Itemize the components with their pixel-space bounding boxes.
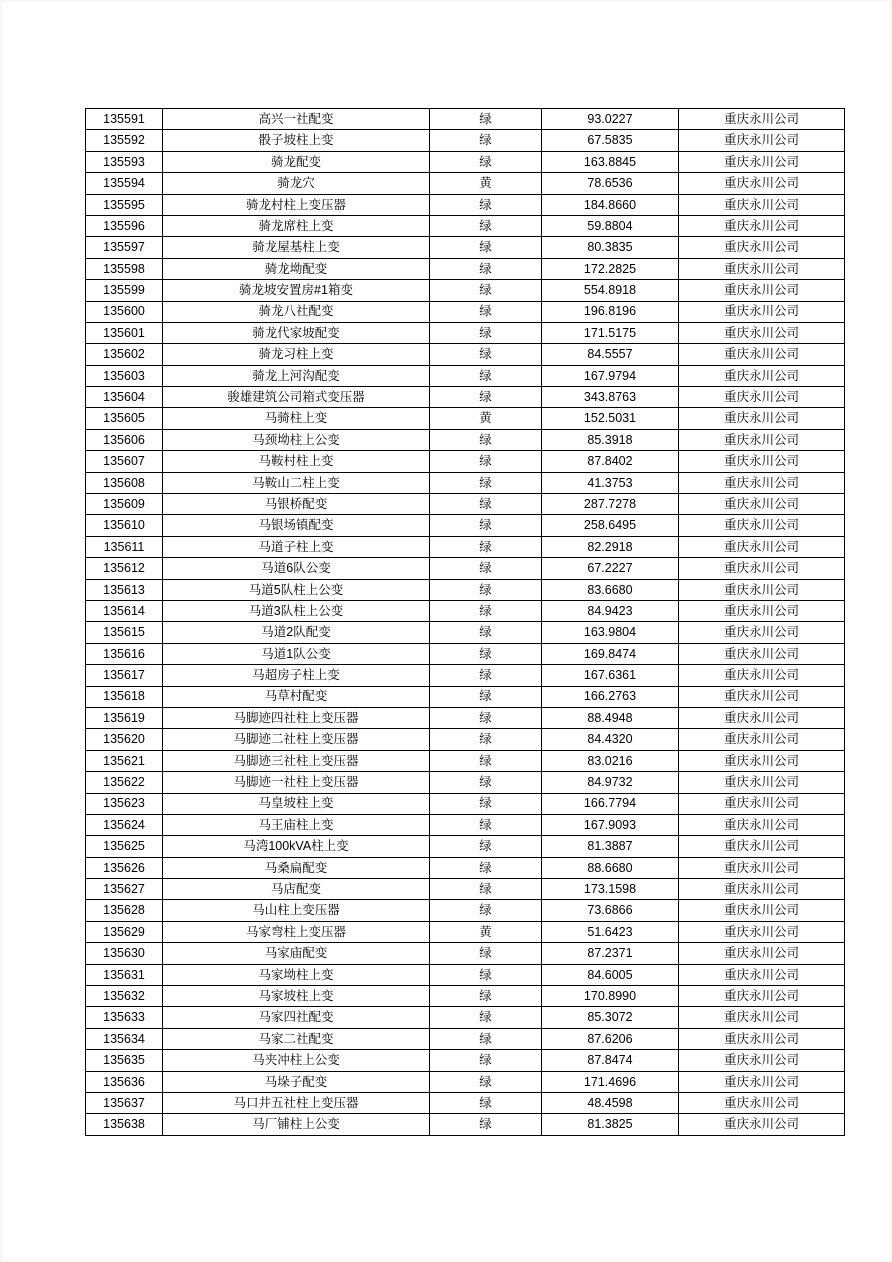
name-cell: 骑龙坳配变 <box>163 258 430 279</box>
value-cell: 167.9794 <box>542 365 679 386</box>
company-cell: 重庆永川公司 <box>679 622 845 643</box>
name-cell: 骑龙穴 <box>163 173 430 194</box>
row-id-cell: 135632 <box>86 986 163 1007</box>
table-row <box>86 622 845 643</box>
value-cell: 87.2371 <box>542 943 679 964</box>
color-cell: 绿 <box>430 258 542 279</box>
row-id-cell: 135625 <box>86 836 163 857</box>
name-cell: 骑龙习柱上变 <box>163 344 430 365</box>
value-cell: 167.9093 <box>542 814 679 835</box>
color-cell: 黄 <box>430 408 542 429</box>
color-cell: 绿 <box>430 301 542 322</box>
color-cell: 绿 <box>430 665 542 686</box>
table-row <box>86 579 845 600</box>
table-row <box>86 921 845 942</box>
name-cell: 马草村配变 <box>163 686 430 707</box>
row-id-cell: 135627 <box>86 879 163 900</box>
table-row <box>86 686 845 707</box>
company-cell: 重庆永川公司 <box>679 600 845 621</box>
value-cell: 67.2227 <box>542 558 679 579</box>
value-cell: 88.6680 <box>542 857 679 878</box>
table-row <box>86 600 845 621</box>
name-cell: 马垛子配变 <box>163 1071 430 1092</box>
name-cell: 马道子柱上变 <box>163 536 430 557</box>
color-cell: 绿 <box>430 793 542 814</box>
company-cell: 重庆永川公司 <box>679 173 845 194</box>
table-row <box>86 558 845 579</box>
color-cell: 绿 <box>430 515 542 536</box>
name-cell: 马脚迹二社柱上变压器 <box>163 729 430 750</box>
name-cell: 马道5队柱上公变 <box>163 579 430 600</box>
color-cell: 绿 <box>430 536 542 557</box>
name-cell: 马口井五社柱上变压器 <box>163 1092 430 1113</box>
name-cell: 马道3队柱上公变 <box>163 600 430 621</box>
row-id-cell: 135617 <box>86 665 163 686</box>
color-cell: 绿 <box>430 879 542 900</box>
company-cell: 重庆永川公司 <box>679 729 845 750</box>
value-cell: 166.2763 <box>542 686 679 707</box>
name-cell: 马颈坳柱上公变 <box>163 429 430 450</box>
company-cell: 重庆永川公司 <box>679 237 845 258</box>
color-cell: 绿 <box>430 1028 542 1049</box>
color-cell: 绿 <box>430 836 542 857</box>
color-cell: 绿 <box>430 772 542 793</box>
table-row <box>86 793 845 814</box>
row-id-cell: 135596 <box>86 215 163 236</box>
color-cell: 绿 <box>430 387 542 408</box>
company-cell: 重庆永川公司 <box>679 109 845 130</box>
row-id-cell: 135606 <box>86 429 163 450</box>
color-cell: 绿 <box>430 151 542 172</box>
color-cell: 绿 <box>430 109 542 130</box>
name-cell: 马骑柱上变 <box>163 408 430 429</box>
company-cell: 重庆永川公司 <box>679 750 845 771</box>
name-cell: 骑龙席柱上变 <box>163 215 430 236</box>
row-id-cell: 135602 <box>86 344 163 365</box>
row-id-cell: 135612 <box>86 558 163 579</box>
name-cell: 马鞍山二柱上变 <box>163 472 430 493</box>
value-cell: 171.4696 <box>542 1071 679 1092</box>
company-cell: 重庆永川公司 <box>679 814 845 835</box>
value-cell: 87.8402 <box>542 451 679 472</box>
table-row <box>86 1028 845 1049</box>
table-row <box>86 365 845 386</box>
row-id-cell: 135613 <box>86 579 163 600</box>
value-cell: 85.3072 <box>542 1007 679 1028</box>
company-cell: 重庆永川公司 <box>679 793 845 814</box>
value-cell: 84.9423 <box>542 600 679 621</box>
name-cell: 马道2队配变 <box>163 622 430 643</box>
name-cell: 马湾100kVA柱上变 <box>163 836 430 857</box>
color-cell: 绿 <box>430 643 542 664</box>
company-cell: 重庆永川公司 <box>679 836 845 857</box>
value-cell: 196.8196 <box>542 301 679 322</box>
row-id-cell: 135634 <box>86 1028 163 1049</box>
company-cell: 重庆永川公司 <box>679 900 845 921</box>
row-id-cell: 135633 <box>86 1007 163 1028</box>
company-cell: 重庆永川公司 <box>679 536 845 557</box>
color-cell: 绿 <box>430 1007 542 1028</box>
value-cell: 88.4948 <box>542 707 679 728</box>
company-cell: 重庆永川公司 <box>679 1092 845 1113</box>
company-cell: 重庆永川公司 <box>679 665 845 686</box>
company-cell: 重庆永川公司 <box>679 151 845 172</box>
table-row <box>86 879 845 900</box>
row-id-cell: 135604 <box>86 387 163 408</box>
row-id-cell: 135636 <box>86 1071 163 1092</box>
row-id-cell: 135615 <box>86 622 163 643</box>
company-cell: 重庆永川公司 <box>679 686 845 707</box>
table-row <box>86 900 845 921</box>
value-cell: 287.7278 <box>542 494 679 515</box>
value-cell: 48.4598 <box>542 1092 679 1113</box>
table-row <box>86 301 845 322</box>
table-row <box>86 130 845 151</box>
value-cell: 152.5031 <box>542 408 679 429</box>
table-row <box>86 536 845 557</box>
value-cell: 51.6423 <box>542 921 679 942</box>
table-row <box>86 986 845 1007</box>
color-cell: 黄 <box>430 173 542 194</box>
company-cell: 重庆永川公司 <box>679 943 845 964</box>
value-cell: 83.6680 <box>542 579 679 600</box>
company-cell: 重庆永川公司 <box>679 772 845 793</box>
name-cell: 马脚迹四社柱上变压器 <box>163 707 430 728</box>
color-cell: 绿 <box>430 344 542 365</box>
name-cell: 骑龙屋基柱上变 <box>163 237 430 258</box>
company-cell: 重庆永川公司 <box>679 921 845 942</box>
name-cell: 马银桥配变 <box>163 494 430 515</box>
value-cell: 167.6361 <box>542 665 679 686</box>
row-id-cell: 135608 <box>86 472 163 493</box>
color-cell: 绿 <box>430 451 542 472</box>
name-cell: 马王庙柱上变 <box>163 814 430 835</box>
company-cell: 重庆永川公司 <box>679 280 845 301</box>
table-row <box>86 1050 845 1071</box>
table-body <box>86 109 845 1136</box>
company-cell: 重庆永川公司 <box>679 964 845 985</box>
row-id-cell: 135618 <box>86 686 163 707</box>
table-row <box>86 408 845 429</box>
color-cell: 绿 <box>430 322 542 343</box>
table-row <box>86 857 845 878</box>
value-cell: 80.3835 <box>542 237 679 258</box>
row-id-cell: 135628 <box>86 900 163 921</box>
value-cell: 82.2918 <box>542 536 679 557</box>
table-row <box>86 1114 845 1135</box>
color-cell: 绿 <box>430 1071 542 1092</box>
company-cell: 重庆永川公司 <box>679 1007 845 1028</box>
value-cell: 258.6495 <box>542 515 679 536</box>
table-row <box>86 943 845 964</box>
table-row <box>86 472 845 493</box>
row-id-cell: 135609 <box>86 494 163 515</box>
table-row <box>86 814 845 835</box>
row-id-cell: 135607 <box>86 451 163 472</box>
company-cell: 重庆永川公司 <box>679 579 845 600</box>
color-cell: 绿 <box>430 215 542 236</box>
name-cell: 马夹冲柱上公变 <box>163 1050 430 1071</box>
value-cell: 184.8660 <box>542 194 679 215</box>
company-cell: 重庆永川公司 <box>679 879 845 900</box>
table-row <box>86 194 845 215</box>
row-id-cell: 135591 <box>86 109 163 130</box>
color-cell: 绿 <box>430 600 542 621</box>
company-cell: 重庆永川公司 <box>679 215 845 236</box>
company-cell: 重庆永川公司 <box>679 472 845 493</box>
transformer-table <box>85 108 845 1136</box>
table-row <box>86 494 845 515</box>
value-cell: 41.3753 <box>542 472 679 493</box>
table-row <box>86 707 845 728</box>
row-id-cell: 135638 <box>86 1114 163 1135</box>
company-cell: 重庆永川公司 <box>679 1028 845 1049</box>
value-cell: 87.6206 <box>542 1028 679 1049</box>
value-cell: 85.3918 <box>542 429 679 450</box>
name-cell: 马银场镇配变 <box>163 515 430 536</box>
value-cell: 163.9804 <box>542 622 679 643</box>
color-cell: 绿 <box>430 558 542 579</box>
table-row <box>86 109 845 130</box>
value-cell: 59.8804 <box>542 215 679 236</box>
name-cell: 骰子坡柱上变 <box>163 130 430 151</box>
value-cell: 83.0216 <box>542 750 679 771</box>
row-id-cell: 135614 <box>86 600 163 621</box>
company-cell: 重庆永川公司 <box>679 194 845 215</box>
color-cell: 绿 <box>430 986 542 1007</box>
table-row <box>86 772 845 793</box>
table-row <box>86 1071 845 1092</box>
color-cell: 绿 <box>430 365 542 386</box>
company-cell: 重庆永川公司 <box>679 857 845 878</box>
table-row <box>86 1092 845 1113</box>
row-id-cell: 135601 <box>86 322 163 343</box>
table-row <box>86 429 845 450</box>
value-cell: 343.8763 <box>542 387 679 408</box>
company-cell: 重庆永川公司 <box>679 1114 845 1135</box>
color-cell: 黄 <box>430 921 542 942</box>
company-cell: 重庆永川公司 <box>679 1050 845 1071</box>
table-row <box>86 836 845 857</box>
value-cell: 171.5175 <box>542 322 679 343</box>
name-cell: 马家弯柱上变压器 <box>163 921 430 942</box>
value-cell: 84.5557 <box>542 344 679 365</box>
color-cell: 绿 <box>430 857 542 878</box>
table-row <box>86 643 845 664</box>
row-id-cell: 135635 <box>86 1050 163 1071</box>
company-cell: 重庆永川公司 <box>679 429 845 450</box>
name-cell: 马超房子柱上变 <box>163 665 430 686</box>
color-cell: 绿 <box>430 579 542 600</box>
color-cell: 绿 <box>430 1092 542 1113</box>
row-id-cell: 135622 <box>86 772 163 793</box>
color-cell: 绿 <box>430 900 542 921</box>
color-cell: 绿 <box>430 429 542 450</box>
company-cell: 重庆永川公司 <box>679 387 845 408</box>
company-cell: 重庆永川公司 <box>679 558 845 579</box>
value-cell: 554.8918 <box>542 280 679 301</box>
name-cell: 马道1队公变 <box>163 643 430 664</box>
value-cell: 84.9732 <box>542 772 679 793</box>
company-cell: 重庆永川公司 <box>679 408 845 429</box>
row-id-cell: 135630 <box>86 943 163 964</box>
name-cell: 马家四社配变 <box>163 1007 430 1028</box>
row-id-cell: 135600 <box>86 301 163 322</box>
company-cell: 重庆永川公司 <box>679 986 845 1007</box>
name-cell: 马家坡柱上变 <box>163 986 430 1007</box>
table-row <box>86 729 845 750</box>
value-cell: 67.5835 <box>542 130 679 151</box>
name-cell: 马脚迹三社柱上变压器 <box>163 750 430 771</box>
row-id-cell: 135621 <box>86 750 163 771</box>
row-id-cell: 135616 <box>86 643 163 664</box>
table-row <box>86 964 845 985</box>
company-cell: 重庆永川公司 <box>679 494 845 515</box>
table-row <box>86 344 845 365</box>
company-cell: 重庆永川公司 <box>679 130 845 151</box>
name-cell: 高兴一社配变 <box>163 109 430 130</box>
value-cell: 163.8845 <box>542 151 679 172</box>
row-id-cell: 135629 <box>86 921 163 942</box>
table-row <box>86 173 845 194</box>
row-id-cell: 135603 <box>86 365 163 386</box>
color-cell: 绿 <box>430 237 542 258</box>
company-cell: 重庆永川公司 <box>679 515 845 536</box>
document-page <box>2 2 890 1260</box>
value-cell: 84.4320 <box>542 729 679 750</box>
table-row <box>86 387 845 408</box>
value-cell: 169.8474 <box>542 643 679 664</box>
color-cell: 绿 <box>430 130 542 151</box>
row-id-cell: 135597 <box>86 237 163 258</box>
row-id-cell: 135610 <box>86 515 163 536</box>
value-cell: 87.8474 <box>542 1050 679 1071</box>
value-cell: 173.1598 <box>542 879 679 900</box>
row-id-cell: 135619 <box>86 707 163 728</box>
row-id-cell: 135624 <box>86 814 163 835</box>
name-cell: 马家庙配变 <box>163 943 430 964</box>
table-row <box>86 280 845 301</box>
row-id-cell: 135598 <box>86 258 163 279</box>
value-cell: 166.7794 <box>542 793 679 814</box>
row-id-cell: 135631 <box>86 964 163 985</box>
name-cell: 马家二社配变 <box>163 1028 430 1049</box>
color-cell: 绿 <box>430 194 542 215</box>
company-cell: 重庆永川公司 <box>679 643 845 664</box>
name-cell: 马家坳柱上变 <box>163 964 430 985</box>
row-id-cell: 135620 <box>86 729 163 750</box>
company-cell: 重庆永川公司 <box>679 258 845 279</box>
name-cell: 马脚迹一社柱上变压器 <box>163 772 430 793</box>
row-id-cell: 135592 <box>86 130 163 151</box>
name-cell: 骑龙八社配变 <box>163 301 430 322</box>
name-cell: 马皇坡柱上变 <box>163 793 430 814</box>
name-cell: 骑龙配变 <box>163 151 430 172</box>
row-id-cell: 135599 <box>86 280 163 301</box>
row-id-cell: 135637 <box>86 1092 163 1113</box>
company-cell: 重庆永川公司 <box>679 451 845 472</box>
color-cell: 绿 <box>430 686 542 707</box>
row-id-cell: 135594 <box>86 173 163 194</box>
color-cell: 绿 <box>430 280 542 301</box>
color-cell: 绿 <box>430 1114 542 1135</box>
name-cell: 马店配变 <box>163 879 430 900</box>
name-cell: 骑龙村柱上变压器 <box>163 194 430 215</box>
color-cell: 绿 <box>430 707 542 728</box>
value-cell: 84.6005 <box>542 964 679 985</box>
color-cell: 绿 <box>430 729 542 750</box>
company-cell: 重庆永川公司 <box>679 365 845 386</box>
color-cell: 绿 <box>430 964 542 985</box>
value-cell: 81.3825 <box>542 1114 679 1135</box>
name-cell: 马道6队公变 <box>163 558 430 579</box>
name-cell: 骑龙代家坡配变 <box>163 322 430 343</box>
color-cell: 绿 <box>430 472 542 493</box>
row-id-cell: 135611 <box>86 536 163 557</box>
value-cell: 170.8990 <box>542 986 679 1007</box>
name-cell: 马鞍村柱上变 <box>163 451 430 472</box>
row-id-cell: 135623 <box>86 793 163 814</box>
name-cell: 马山柱上变压器 <box>163 900 430 921</box>
color-cell: 绿 <box>430 814 542 835</box>
name-cell: 马桑扁配变 <box>163 857 430 878</box>
row-id-cell: 135595 <box>86 194 163 215</box>
color-cell: 绿 <box>430 622 542 643</box>
value-cell: 81.3887 <box>542 836 679 857</box>
table-row <box>86 515 845 536</box>
name-cell: 马厂铺柱上公变 <box>163 1114 430 1135</box>
name-cell: 骑龙上河沟配变 <box>163 365 430 386</box>
company-cell: 重庆永川公司 <box>679 707 845 728</box>
name-cell: 骏雄建筑公司箱式变压器 <box>163 387 430 408</box>
row-id-cell: 135626 <box>86 857 163 878</box>
color-cell: 绿 <box>430 494 542 515</box>
table-row <box>86 750 845 771</box>
table-row <box>86 215 845 236</box>
company-cell: 重庆永川公司 <box>679 344 845 365</box>
row-id-cell: 135605 <box>86 408 163 429</box>
color-cell: 绿 <box>430 750 542 771</box>
table-row <box>86 665 845 686</box>
color-cell: 绿 <box>430 1050 542 1071</box>
value-cell: 93.0227 <box>542 109 679 130</box>
row-id-cell: 135593 <box>86 151 163 172</box>
company-cell: 重庆永川公司 <box>679 322 845 343</box>
value-cell: 78.6536 <box>542 173 679 194</box>
name-cell: 骑龙坡安置房#1箱变 <box>163 280 430 301</box>
table-row <box>86 451 845 472</box>
company-cell: 重庆永川公司 <box>679 1071 845 1092</box>
table-row <box>86 237 845 258</box>
value-cell: 73.6866 <box>542 900 679 921</box>
table-row <box>86 1007 845 1028</box>
table-row <box>86 322 845 343</box>
company-cell: 重庆永川公司 <box>679 301 845 322</box>
color-cell: 绿 <box>430 943 542 964</box>
table-row <box>86 151 845 172</box>
table-row <box>86 258 845 279</box>
value-cell: 172.2825 <box>542 258 679 279</box>
